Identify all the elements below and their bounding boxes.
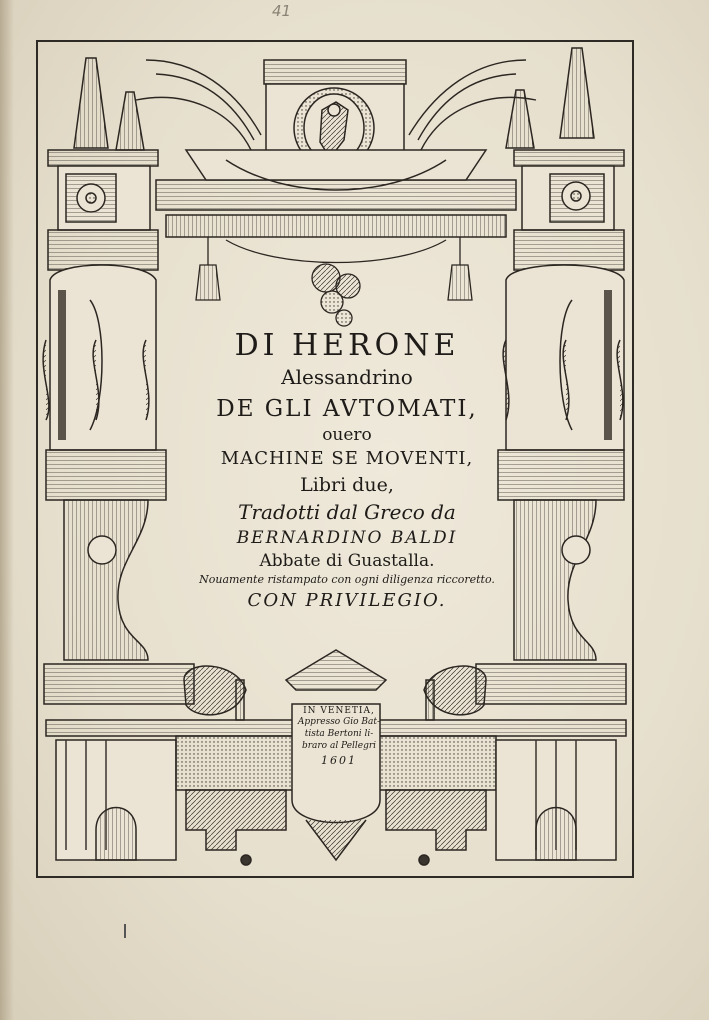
reprint-note: Nouamente ristampato con ogni diligenza riccoretto.	[199, 573, 495, 586]
title-block	[168, 328, 526, 614]
imprint-year: 1601	[321, 754, 357, 767]
books-count: Libri due,	[300, 474, 394, 496]
conjunction: ouero	[322, 425, 372, 445]
spine-shadow	[0, 0, 14, 1020]
top-entablature	[156, 150, 516, 237]
translator-name: BERNARDINO BALDI	[236, 528, 458, 548]
translator-title: Abbate di Guastalla.	[259, 551, 435, 571]
author-epithet: Alessandrino	[281, 365, 413, 389]
stray-ink-mark	[124, 924, 126, 938]
work-title: DE GLI AVTOMATI,	[216, 396, 478, 422]
imprint-city: IN VENETIA,	[303, 706, 375, 716]
imprint-publisher-line2: tista Bertoni li-	[304, 729, 374, 739]
imprint-shield	[296, 706, 382, 767]
left-pillar	[43, 58, 166, 660]
imprint-publisher-line3: braro al Pellegri	[301, 741, 377, 751]
privilege-line: CON PRIVILEGIO.	[247, 590, 447, 611]
imprint-publisher-line1: Appresso Gio Bat-	[297, 717, 381, 727]
tassels-and-garland	[196, 237, 472, 326]
folio-number: 41	[272, 2, 292, 20]
subtitle: MACHINE SE MOVENTI,	[220, 448, 474, 469]
translated-by: Tradotti dal Greco da	[238, 500, 456, 524]
main-title: DI HERONE	[234, 328, 460, 363]
